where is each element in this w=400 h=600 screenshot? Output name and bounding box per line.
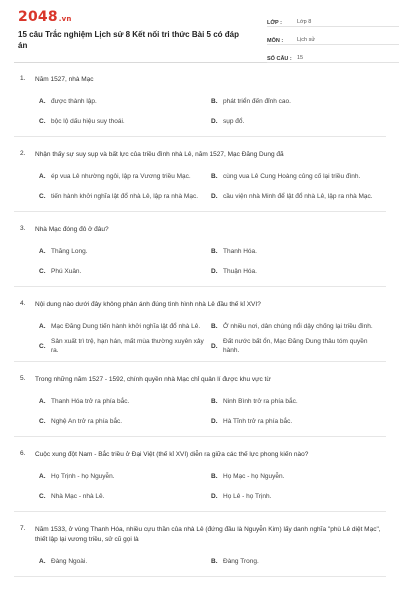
option-text: Thuận Hóa. (223, 267, 257, 275)
question-number: 3. (20, 225, 26, 232)
question-text: Năm 1527, nhà Mạc (35, 76, 94, 83)
site-logo[interactable] (18, 9, 72, 25)
option-letter: A. (39, 172, 46, 180)
answer-option[interactable] (39, 391, 211, 411)
question-item (14, 137, 386, 212)
answer-options (14, 166, 386, 206)
option-text: Mạc Đăng Dung tiến hành khởi nghĩa lật đổ nhà Lê. (51, 322, 201, 330)
meta-value: Lịch sử (297, 37, 316, 43)
option-letter: A. (39, 397, 46, 405)
answer-option[interactable] (39, 336, 211, 356)
answer-option[interactable] (39, 486, 211, 506)
meta-row (267, 49, 399, 63)
question-row (14, 362, 386, 385)
option-letter: B. (211, 397, 218, 405)
question-text: Trong những năm 1527 - 1592, chính quyền nhà Mạc chỉ quản lí được khu vực từ (35, 376, 271, 383)
answer-option[interactable] (39, 241, 211, 261)
question-number: 4. (20, 300, 26, 307)
option-text: bộc lộ dấu hiệu suy thoái. (51, 117, 125, 125)
logo-tld: .vn (58, 15, 72, 23)
question-number: 1. (20, 75, 26, 82)
option-letter: C. (39, 192, 46, 200)
option-letter: C. (39, 417, 46, 425)
question-list (14, 62, 386, 577)
answer-option[interactable] (211, 391, 391, 411)
answer-option[interactable] (211, 551, 391, 571)
answer-option[interactable] (211, 411, 391, 431)
question-item (14, 437, 386, 512)
question-item (14, 62, 386, 137)
option-letter: D. (211, 117, 218, 125)
question-row (14, 212, 386, 235)
meta-row (267, 31, 399, 45)
answer-option[interactable] (39, 551, 211, 571)
option-letter: A. (39, 557, 46, 565)
question-row (14, 512, 386, 545)
option-text: Ở nhiều nơi, dân chúng nổi dậy chống lại triều đình. (223, 322, 373, 330)
option-letter: C. (39, 267, 46, 275)
option-letter: B. (211, 472, 218, 480)
option-text: được thành lập. (51, 97, 97, 105)
option-text: sụp đổ. (223, 117, 245, 125)
meta-value: Lớp 8 (297, 19, 312, 25)
meta-label: SỐ CÂU : (267, 56, 292, 62)
question-number: 6. (20, 450, 26, 457)
option-text: Họ Trịnh - họ Nguyễn. (51, 472, 115, 480)
option-letter: A. (39, 472, 46, 480)
option-letter: C. (39, 117, 46, 125)
meta-value: 15 (297, 55, 304, 61)
answer-option[interactable] (39, 316, 211, 336)
option-text: Đất nước bất ổn, Mạc Đăng Dung thâu tóm quyền hành. (223, 338, 368, 354)
option-text: Nhà Mạc - nhà Lê. (51, 492, 105, 500)
option-text: Ninh Bình trở ra phía bắc. (223, 397, 298, 405)
answer-option[interactable] (211, 91, 391, 111)
option-letter: B. (211, 97, 218, 105)
question-text: Nội dung nào dưới đây không phản ánh đúng tình hình nhà Lê đầu thế kỉ XVI? (35, 301, 261, 308)
option-text: Nghệ An trở ra phía bắc. (51, 417, 123, 425)
option-letter: D. (211, 267, 218, 275)
option-letter: A. (39, 247, 46, 255)
answer-option[interactable] (39, 466, 211, 486)
option-letter: A. (39, 97, 46, 105)
answer-options (14, 91, 386, 131)
question-number: 7. (20, 525, 26, 532)
option-letter: B. (211, 557, 218, 565)
answer-option[interactable] (39, 111, 211, 131)
answer-option[interactable] (211, 261, 391, 281)
answer-options (14, 316, 386, 356)
meta-info (267, 13, 399, 67)
answer-option[interactable] (211, 336, 391, 356)
option-letter: B. (211, 172, 218, 180)
answer-option[interactable] (39, 186, 211, 206)
question-text: Năm 1533, ở vùng Thanh Hóa, nhiều cựu thần của nhà Lê (đứng đầu là Nguyễn Kim) lấy danh nghĩa "phù Lê diệt Mạc", thiết lập lại vương triều, sử cũ gọi là (35, 526, 381, 543)
answer-options (14, 241, 386, 281)
option-letter: D. (211, 417, 218, 425)
answer-option[interactable] (211, 316, 391, 336)
option-letter: A. (39, 322, 46, 330)
answer-option[interactable] (211, 466, 391, 486)
answer-option[interactable] (39, 91, 211, 111)
question-item (14, 512, 386, 577)
question-text: Cuộc xung đột Nam - Bắc triều ở Đại Việt (thế kỉ XVI) diễn ra giữa các thế lực phong kiến nào? (35, 451, 309, 458)
option-text: Đàng Trong. (223, 557, 259, 565)
option-letter: D. (211, 492, 218, 500)
answer-option[interactable] (211, 166, 391, 186)
question-item (14, 212, 386, 287)
option-text: Thanh Hóa trở ra phía bắc. (51, 397, 130, 405)
answer-option[interactable] (39, 166, 211, 186)
question-text: Nhà Mạc đóng đô ở đâu? (35, 226, 109, 233)
option-text: phát triển đến đỉnh cao. (223, 97, 291, 105)
logo-main: 2048 (18, 9, 58, 25)
document-header (14, 0, 386, 63)
answer-options (14, 391, 386, 431)
question-row (14, 62, 386, 85)
option-letter: C. (39, 492, 46, 500)
question-item (14, 362, 386, 437)
answer-option[interactable] (211, 111, 391, 131)
answer-option[interactable] (39, 411, 211, 431)
question-number: 2. (20, 150, 26, 157)
answer-option[interactable] (211, 186, 391, 206)
page-title: 15 câu Trắc nghiệm Lịch sử 8 Kết nối tri thức Bài 5 có đáp án (18, 30, 239, 50)
question-item (14, 287, 386, 362)
option-letter: B. (211, 322, 218, 330)
question-row (14, 137, 386, 160)
option-text: cùng vua Lê Cung Hoàng củng cố lại triều đình. (223, 172, 361, 180)
option-letter: C. (39, 342, 46, 350)
question-text: Nhận thấy sự suy sụp và bất lực của triều đình nhà Lê, năm 1527, Mạc Đăng Dung đã (35, 151, 284, 158)
question-row (14, 287, 386, 310)
answer-option[interactable] (39, 261, 211, 281)
meta-row (267, 13, 399, 27)
option-text: ép vua Lê nhường ngôi, lập ra Vương triều Mạc. (51, 172, 191, 180)
option-text: Phú Xuân. (51, 267, 82, 275)
question-row (14, 437, 386, 460)
option-text: Thanh Hóa. (223, 247, 257, 255)
answer-options (14, 466, 386, 506)
answer-options (14, 551, 386, 571)
meta-label: LỚP : (267, 20, 282, 26)
option-text: Hà Tĩnh trở ra phía bắc. (223, 417, 293, 425)
option-letter: D. (211, 342, 218, 350)
option-text: Thăng Long. (51, 247, 88, 255)
answer-option[interactable] (211, 241, 391, 261)
option-letter: B. (211, 247, 218, 255)
meta-label: MÔN : (267, 38, 284, 44)
option-letter: D. (211, 192, 218, 200)
option-text: cầu viện nhà Minh để lật đổ nhà Lê, lập ra nhà Mạc. (223, 192, 373, 200)
option-text: Sản xuất trì trệ, hạn hán, mất mùa thường xuyên xảy ra. (51, 338, 204, 354)
option-text: Họ Lê - họ Trịnh. (223, 492, 272, 500)
option-text: Họ Mạc - họ Nguyễn. (223, 472, 285, 480)
answer-option[interactable] (211, 486, 391, 506)
option-text: Đàng Ngoài. (51, 557, 88, 565)
option-text: tiến hành khởi nghĩa lật đổ nhà Lê, lập ra nhà Mạc. (51, 192, 199, 200)
question-number: 5. (20, 375, 26, 382)
